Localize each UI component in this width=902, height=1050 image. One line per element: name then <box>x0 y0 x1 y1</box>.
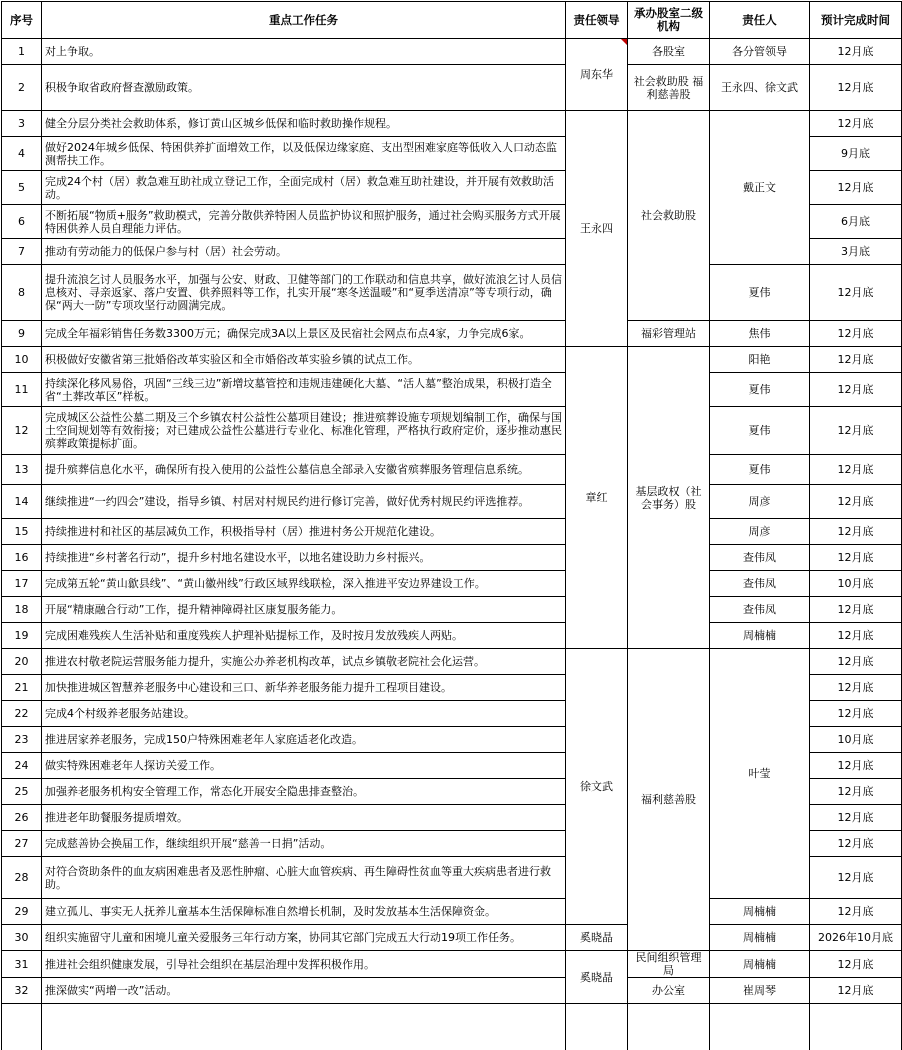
seq-cell: 19 <box>2 623 42 649</box>
seq-cell: 11 <box>2 373 42 407</box>
task-cell: 对符合资助条件的血友病困难患者及恶性肿瘤、心脏大血管疾病、再生障碍性贫血等重大疾病患者进行救助。 <box>42 857 566 899</box>
office-cell: 民间组织管理局 <box>628 951 710 978</box>
deadline-cell: 12月底 <box>810 701 902 727</box>
deadline-cell: 12月底 <box>810 485 902 519</box>
task-cell: 推进农村敬老院运营服务能力提升，实施公办养老机构改革，试点乡镇敬老院社会化运营。 <box>42 649 566 675</box>
task-cell: 做好2024年城乡低保、特困供养扩面增效工作，以及低保边缘家庭、支出型困难家庭等低收入人口动态监测帮扶工作。 <box>42 137 566 171</box>
task-cell: 推深做实“两增一改”活动。 <box>42 978 566 1004</box>
deadline-cell: 12月底 <box>810 753 902 779</box>
deadline-cell: 12月底 <box>810 407 902 455</box>
office-cell: 社会救助股 <box>628 111 710 321</box>
task-cell: 持续推进村和社区的基层减负工作，积极指导村（居）推进村务公开规范化建设。 <box>42 519 566 545</box>
empty-cell <box>628 1004 710 1050</box>
deadline-cell: 12月底 <box>810 347 902 373</box>
task-cell: 推进社会组织健康发展，引导社会组织在基层治理中发挥积极作用。 <box>42 951 566 978</box>
task-cell: 继续推进“一约四会”建设，指导乡镇、村居对村规民约进行修订完善，做好优秀村规民约评选推荐。 <box>42 485 566 519</box>
header-task: 重点工作任务 <box>42 2 566 39</box>
office-cell: 福利慈善股 <box>628 649 710 951</box>
seq-cell: 17 <box>2 571 42 597</box>
task-cell: 完成困难残疾人生活补贴和重度残疾人护理补贴提标工作，及时按月发放残疾人两贴。 <box>42 623 566 649</box>
person-cell: 夏伟 <box>710 265 810 321</box>
task-cell: 推动有劳动能力的低保户参与村（居）社会劳动。 <box>42 239 566 265</box>
deadline-cell: 12月底 <box>810 171 902 205</box>
deadline-cell: 10月底 <box>810 727 902 753</box>
task-cell: 对上争取。 <box>42 39 566 65</box>
task-cell: 持续深化移风易俗，巩固“三线三边”新增坟墓管控和违规违建硬化大墓、“活人墓”整治成果，积极打造全省“土葬改革区”样板。 <box>42 373 566 407</box>
office-cell: 社会救助股 福利慈善股 <box>628 65 710 111</box>
deadline-cell: 12月底 <box>810 623 902 649</box>
task-cell: 完成城区公益性公墓二期及三个乡镇农村公益性公墓项目建设；推进殡葬设施专项规划编制工作，确保与国土空间规划等有效衔接；对已建成公益性公墓进行专业化、标准化管理，严格执行政府定价，逐步推动惠民殡葬政策提标扩面。 <box>42 407 566 455</box>
task-cell: 开展“精康融合行动”工作，提升精神障碍社区康复服务能力。 <box>42 597 566 623</box>
table-row <box>2 545 902 571</box>
person-cell: 戴正文 <box>710 111 810 265</box>
header-person: 责任人 <box>710 2 810 39</box>
table-row <box>2 455 902 485</box>
person-cell: 查伟凤 <box>710 545 810 571</box>
task-cell: 积极做好安徽省第三批婚俗改革实验区和全市婚俗改革实验乡镇的试点工作。 <box>42 347 566 373</box>
leader-cell: 奚晓晶 <box>566 951 628 1004</box>
task-cell: 推进老年助餐服务提质增效。 <box>42 805 566 831</box>
task-cell: 做实特殊困难老年人探访关爱工作。 <box>42 753 566 779</box>
deadline-cell: 9月底 <box>810 137 902 171</box>
empty-cell <box>710 1004 810 1050</box>
seq-cell: 30 <box>2 925 42 951</box>
deadline-cell: 12月底 <box>810 857 902 899</box>
deadline-cell: 12月底 <box>810 519 902 545</box>
task-cell: 不断拓展“物质+服务”救助模式，完善分散供养特困人员监护协议和照护服务，通过社会购买服务方式开展特困供养人员自理能力评估。 <box>42 205 566 239</box>
person-cell: 周楠楠 <box>710 899 810 925</box>
task-cell: 提升殡葬信息化水平，确保所有投入使用的公益性公墓信息全部录入安徽省殡葬服务管理信息系统。 <box>42 455 566 485</box>
deadline-cell: 12月底 <box>810 831 902 857</box>
person-cell: 夏伟 <box>710 373 810 407</box>
person-cell: 焦伟 <box>710 321 810 347</box>
person-cell: 夏伟 <box>710 407 810 455</box>
task-cell: 完成第五轮“黄山歙县线”、“黄山徽州线”行政区域界线联检，深入推进平安边界建设工作。 <box>42 571 566 597</box>
task-cell: 持续推进“乡村著名行动”，提升乡村地名建设水平，以地名建设助力乡村振兴。 <box>42 545 566 571</box>
leader-cell: 周东华 <box>566 39 628 111</box>
task-cell: 健全分层分类社会救助体系，修订黄山区城乡低保和临时救助操作规程。 <box>42 111 566 137</box>
task-cell: 加强养老服务机构安全管理工作，常态化开展安全隐患排查整治。 <box>42 779 566 805</box>
seq-cell: 26 <box>2 805 42 831</box>
task-cell: 完成全年福彩销售任务数3300万元；确保完成3A以上景区及民宿社会网点布点4家，力争完成6家。 <box>42 321 566 347</box>
seq-cell: 4 <box>2 137 42 171</box>
person-cell: 查伟凤 <box>710 571 810 597</box>
person-cell: 夏伟 <box>710 455 810 485</box>
table-row <box>2 951 902 978</box>
table-row <box>2 347 902 373</box>
task-cell: 推进居家养老服务，完成150户特殊困难老年人家庭适老化改造。 <box>42 727 566 753</box>
empty-cell <box>42 1004 566 1050</box>
header-office: 承办股室二级机构 <box>628 2 710 39</box>
table-row <box>2 65 902 111</box>
header-leader: 责任领导 <box>566 2 628 39</box>
table-row <box>2 597 902 623</box>
seq-cell: 14 <box>2 485 42 519</box>
person-cell: 周楠楠 <box>710 925 810 951</box>
table-row <box>2 373 902 407</box>
seq-cell: 3 <box>2 111 42 137</box>
header-seq: 序号 <box>2 2 42 39</box>
seq-cell: 23 <box>2 727 42 753</box>
table-row <box>2 519 902 545</box>
seq-cell: 22 <box>2 701 42 727</box>
deadline-cell: 12月底 <box>810 805 902 831</box>
work-task-sheet <box>1 1 901 1050</box>
deadline-cell: 12月底 <box>810 39 902 65</box>
person-cell: 周彦 <box>710 485 810 519</box>
deadline-cell: 12月底 <box>810 978 902 1004</box>
task-cell: 建立孤儿、事实无人抚养儿童基本生活保障标准自然增长机制，及时发放基本生活保障资金。 <box>42 899 566 925</box>
table-row <box>2 321 902 347</box>
table-row <box>2 623 902 649</box>
seq-cell: 31 <box>2 951 42 978</box>
deadline-cell: 12月底 <box>810 111 902 137</box>
person-cell: 阳艳 <box>710 347 810 373</box>
deadline-cell: 12月底 <box>810 675 902 701</box>
deadline-cell: 12月底 <box>810 455 902 485</box>
table-row <box>2 978 902 1004</box>
seq-cell: 18 <box>2 597 42 623</box>
office-cell: 基层政权（社会事务）股 <box>628 347 710 649</box>
seq-cell: 1 <box>2 39 42 65</box>
table-row <box>2 571 902 597</box>
table-row <box>2 39 902 65</box>
seq-cell: 21 <box>2 675 42 701</box>
seq-cell: 28 <box>2 857 42 899</box>
task-cell: 组织实施留守儿童和困境儿童关爱服务三年行动方案，协同其它部门完成五大行动19项工作任务。 <box>42 925 566 951</box>
seq-cell: 5 <box>2 171 42 205</box>
seq-cell: 9 <box>2 321 42 347</box>
person-cell: 周彦 <box>710 519 810 545</box>
seq-cell: 13 <box>2 455 42 485</box>
deadline-cell: 12月底 <box>810 951 902 978</box>
deadline-cell: 12月底 <box>810 779 902 805</box>
seq-cell: 24 <box>2 753 42 779</box>
leader-cell: 章红 <box>566 347 628 649</box>
seq-cell: 20 <box>2 649 42 675</box>
leader-cell: 王永四 <box>566 111 628 347</box>
deadline-cell: 2026年10月底 <box>810 925 902 951</box>
header-row <box>2 2 902 39</box>
person-cell: 周楠楠 <box>710 951 810 978</box>
office-cell: 福彩管理站 <box>628 321 710 347</box>
table-row <box>2 407 902 455</box>
seq-cell: 27 <box>2 831 42 857</box>
person-cell: 各分管领导 <box>710 39 810 65</box>
table-row <box>2 111 902 137</box>
task-table <box>1 1 902 1050</box>
office-cell: 办公室 <box>628 978 710 1004</box>
empty-row <box>2 1004 902 1050</box>
empty-cell <box>566 1004 628 1050</box>
seq-cell: 7 <box>2 239 42 265</box>
seq-cell: 12 <box>2 407 42 455</box>
person-cell: 叶莹 <box>710 649 810 899</box>
seq-cell: 6 <box>2 205 42 239</box>
deadline-cell: 10月底 <box>810 571 902 597</box>
task-cell: 加快推进城区智慧养老服务中心建设和三口、新华养老服务能力提升工程项目建设。 <box>42 675 566 701</box>
person-cell: 崔周琴 <box>710 978 810 1004</box>
table-row <box>2 265 902 321</box>
seq-cell: 25 <box>2 779 42 805</box>
task-cell: 积极争取省政府督查激励政策。 <box>42 65 566 111</box>
task-cell: 完成4个村级养老服务站建设。 <box>42 701 566 727</box>
table-row <box>2 649 902 675</box>
seq-cell: 32 <box>2 978 42 1004</box>
deadline-cell: 12月底 <box>810 597 902 623</box>
deadline-cell: 12月底 <box>810 373 902 407</box>
leader-cell: 奚晓晶 <box>566 925 628 951</box>
deadline-cell: 12月底 <box>810 649 902 675</box>
deadline-cell: 12月底 <box>810 899 902 925</box>
table-row <box>2 485 902 519</box>
deadline-cell: 6月底 <box>810 205 902 239</box>
seq-cell: 29 <box>2 899 42 925</box>
empty-cell <box>810 1004 902 1050</box>
seq-cell: 10 <box>2 347 42 373</box>
task-cell: 完成24个村（居）救急难互助社成立登记工作，全面完成村（居）救急难互助社建设，并开展有效救助活动。 <box>42 171 566 205</box>
task-cell: 提升流浪乞讨人员服务水平，加强与公安、财政、卫健等部门的工作联动和信息共享，做好流浪乞讨人员信息核对、寻亲返家、落户安置、供养照料等工作，扎实开展“寒冬送温暖”和“夏季送清凉”等专项行动，确保“两大一防”专项攻坚行动圆满完成。 <box>42 265 566 321</box>
seq-cell: 15 <box>2 519 42 545</box>
leader-cell: 徐文武 <box>566 649 628 925</box>
header-deadline: 预计完成时间 <box>810 2 902 39</box>
deadline-cell: 12月底 <box>810 65 902 111</box>
deadline-cell: 12月底 <box>810 265 902 321</box>
task-cell: 完成慈善协会换届工作，继续组织开展“慈善一日捐”活动。 <box>42 831 566 857</box>
person-cell: 王永四、徐文武 <box>710 65 810 111</box>
person-cell: 周楠楠 <box>710 623 810 649</box>
empty-cell <box>2 1004 42 1050</box>
table-row <box>2 899 902 925</box>
deadline-cell: 3月底 <box>810 239 902 265</box>
table-row <box>2 925 902 951</box>
seq-cell: 2 <box>2 65 42 111</box>
seq-cell: 16 <box>2 545 42 571</box>
deadline-cell: 12月底 <box>810 545 902 571</box>
office-cell: 各股室 <box>628 39 710 65</box>
deadline-cell: 12月底 <box>810 321 902 347</box>
person-cell: 查伟凤 <box>710 597 810 623</box>
seq-cell: 8 <box>2 265 42 321</box>
